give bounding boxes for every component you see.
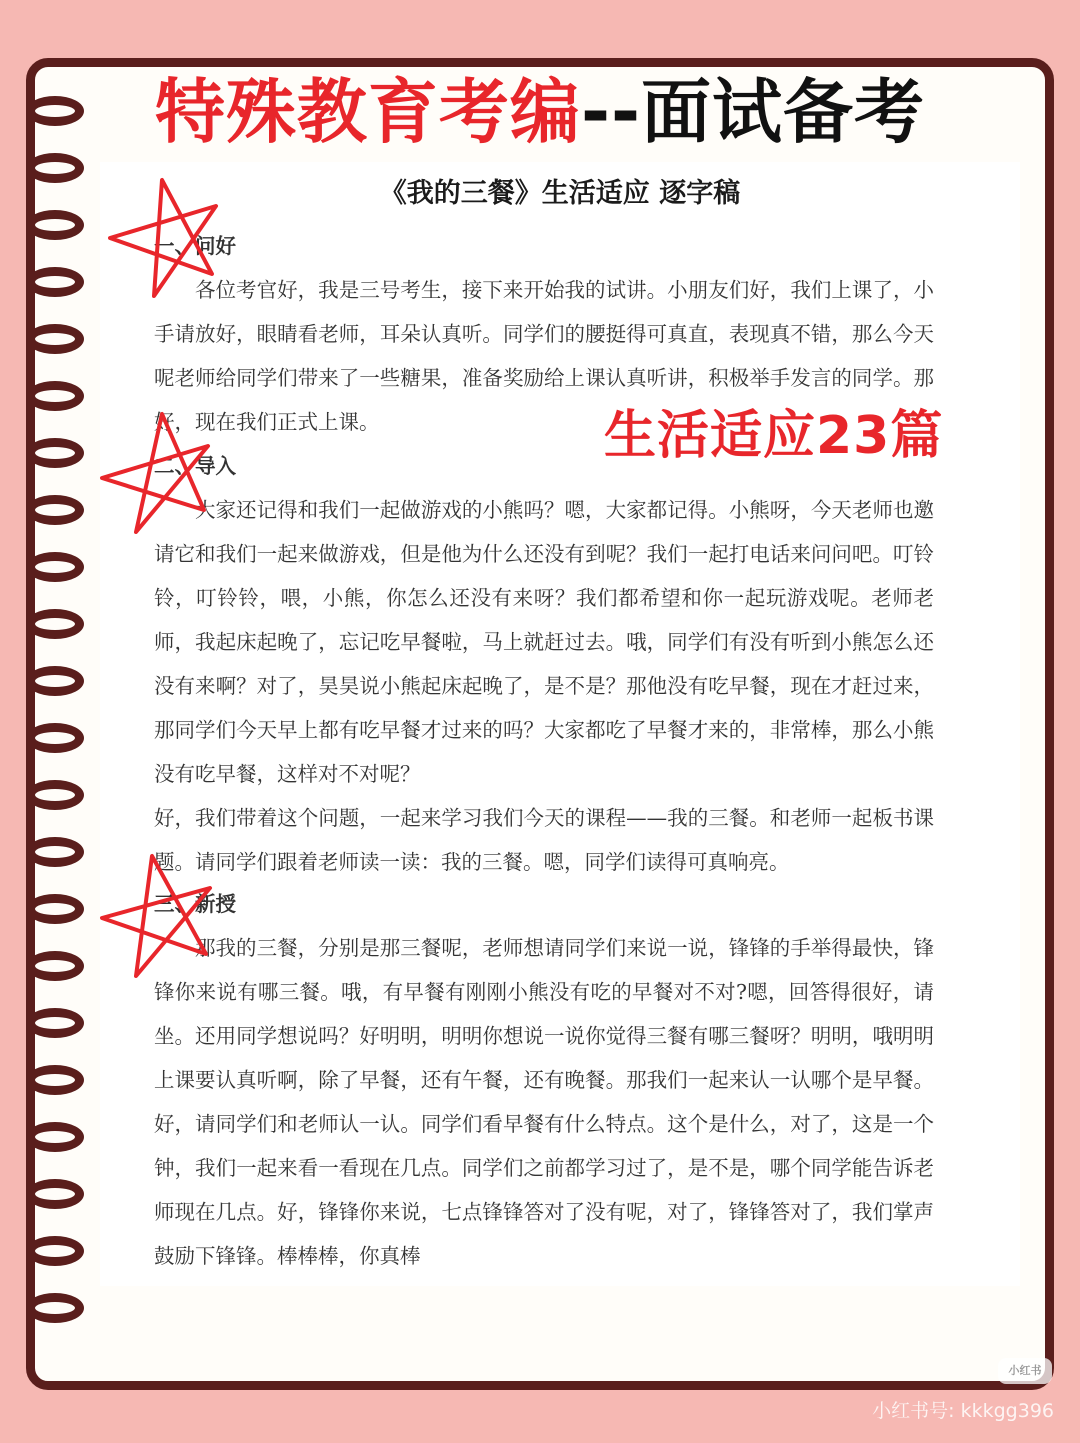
spiral-ring (26, 324, 84, 354)
spiral-ring (26, 1293, 84, 1323)
spiral-binding (0, 0, 110, 1443)
xiaohongshu-logo: 小红书 (998, 1358, 1052, 1384)
spiral-ring (26, 1236, 84, 1266)
spiral-ring (26, 609, 84, 639)
spiral-ring (26, 381, 84, 411)
red-star-icon (96, 852, 216, 978)
headline-red-part: 特殊教育考编 (154, 71, 581, 153)
spiral-ring (26, 438, 84, 468)
spiral-ring (26, 267, 84, 297)
spiral-ring (26, 495, 84, 525)
spiral-ring (26, 723, 84, 753)
page-headline (0, 72, 1080, 152)
spiral-ring (26, 1065, 84, 1095)
spiral-ring (26, 552, 84, 582)
section-heading-greeting: 一、问好 (154, 234, 236, 258)
paragraph: 那我的三餐，分别是那三餐呢，老师想请同学们来说一说，锋锋的手举得最快，锋锋你来说有哪三餐。哦，有早餐有刚刚小熊没有吃的早餐对不对?嗯，回答得很好，请坐。还用同学想说吗？好明明，明明你想说一说你觉得三餐有哪三餐呀？明明，哦明明上课要认真听啊，除了早餐，还有午餐，还有晚餐。那我们一起来认一认哪个是早餐。好，请同学们和老师认一认。同学们看早餐有什么特点。这个是什么，对了，这是一个钟，我们一起来看一看现在几点。同学们之前都学习过了，是不是，哪个同学能告诉老师现在几点。好，锋锋你来说，七点锋锋答对了没有呢，对了，锋锋答对了，我们掌声鼓励下锋锋。棒棒棒，你真棒 (154, 936, 934, 1268)
spiral-ring (26, 210, 84, 240)
spiral-ring (26, 837, 84, 867)
paragraph: 好，我们带着这个问题，一起来学习我们今天的课程——我的三餐。和老师一起板书课题。请同学们跟着老师读一读：我的三餐。嗯，同学们读得可真响亮。 (154, 806, 934, 874)
series-banner: 生活适应23篇 (604, 406, 944, 466)
spiral-ring (26, 666, 84, 696)
section-heading-intro: 二、导入 (154, 454, 236, 478)
spiral-ring (26, 951, 84, 981)
paragraph: 各位考官好，我是三号考生，接下来开始我的试讲。小朋友们好，我们上课了，小手请放好，眼睛看老师，耳朵认真听。同学们的腰挺得可真直，表现真不错，那么今天呢老师给同学们带来了一些糖果，准备奖励给上课认真听讲，积极举手发言的同学。那好，现在我们正式上课。 (154, 278, 934, 434)
paragraph: 大家还记得和我们一起做游戏的小熊吗？嗯，大家都记得。小熊呀，今天老师也邀请它和我们一起来做游戏，但是他为什么还没有到呢？我们一起打电话来问问吧。叮铃铃，叮铃铃，喂，小熊，你怎么还没有来呀？我们都希望和你一起玩游戏呢。老师老师，我起床起晚了，忘记吃早餐啦，马上就赶过去。哦，同学们有没有听到小熊怎么还没有来啊？对了，昊昊说小熊起床起晚了，是不是？那他没有吃早餐，现在才赶过来，那同学们今天早上都有吃早餐才过来的吗？大家都吃了早餐才来的，非常棒，那么小熊没有吃早餐，这样对不对呢？ (154, 498, 934, 786)
spiral-ring (26, 894, 84, 924)
section-body-intro (154, 488, 934, 884)
spiral-ring (26, 1122, 84, 1152)
watermark: 小红书号: kkkgg396 (872, 1400, 1054, 1422)
red-star-icon (96, 410, 216, 534)
spiral-ring (26, 153, 84, 183)
spiral-ring (26, 780, 84, 810)
section-heading-new-lesson: 三、新授 (154, 892, 236, 916)
spiral-ring (26, 1008, 84, 1038)
headline-black-part: --面试备考 (580, 71, 926, 153)
red-star-icon (104, 176, 224, 300)
document-title: 《我的三餐》生活适应 逐字稿 (379, 178, 741, 209)
spiral-ring (26, 1179, 84, 1209)
section-body-new-lesson (154, 926, 934, 1278)
